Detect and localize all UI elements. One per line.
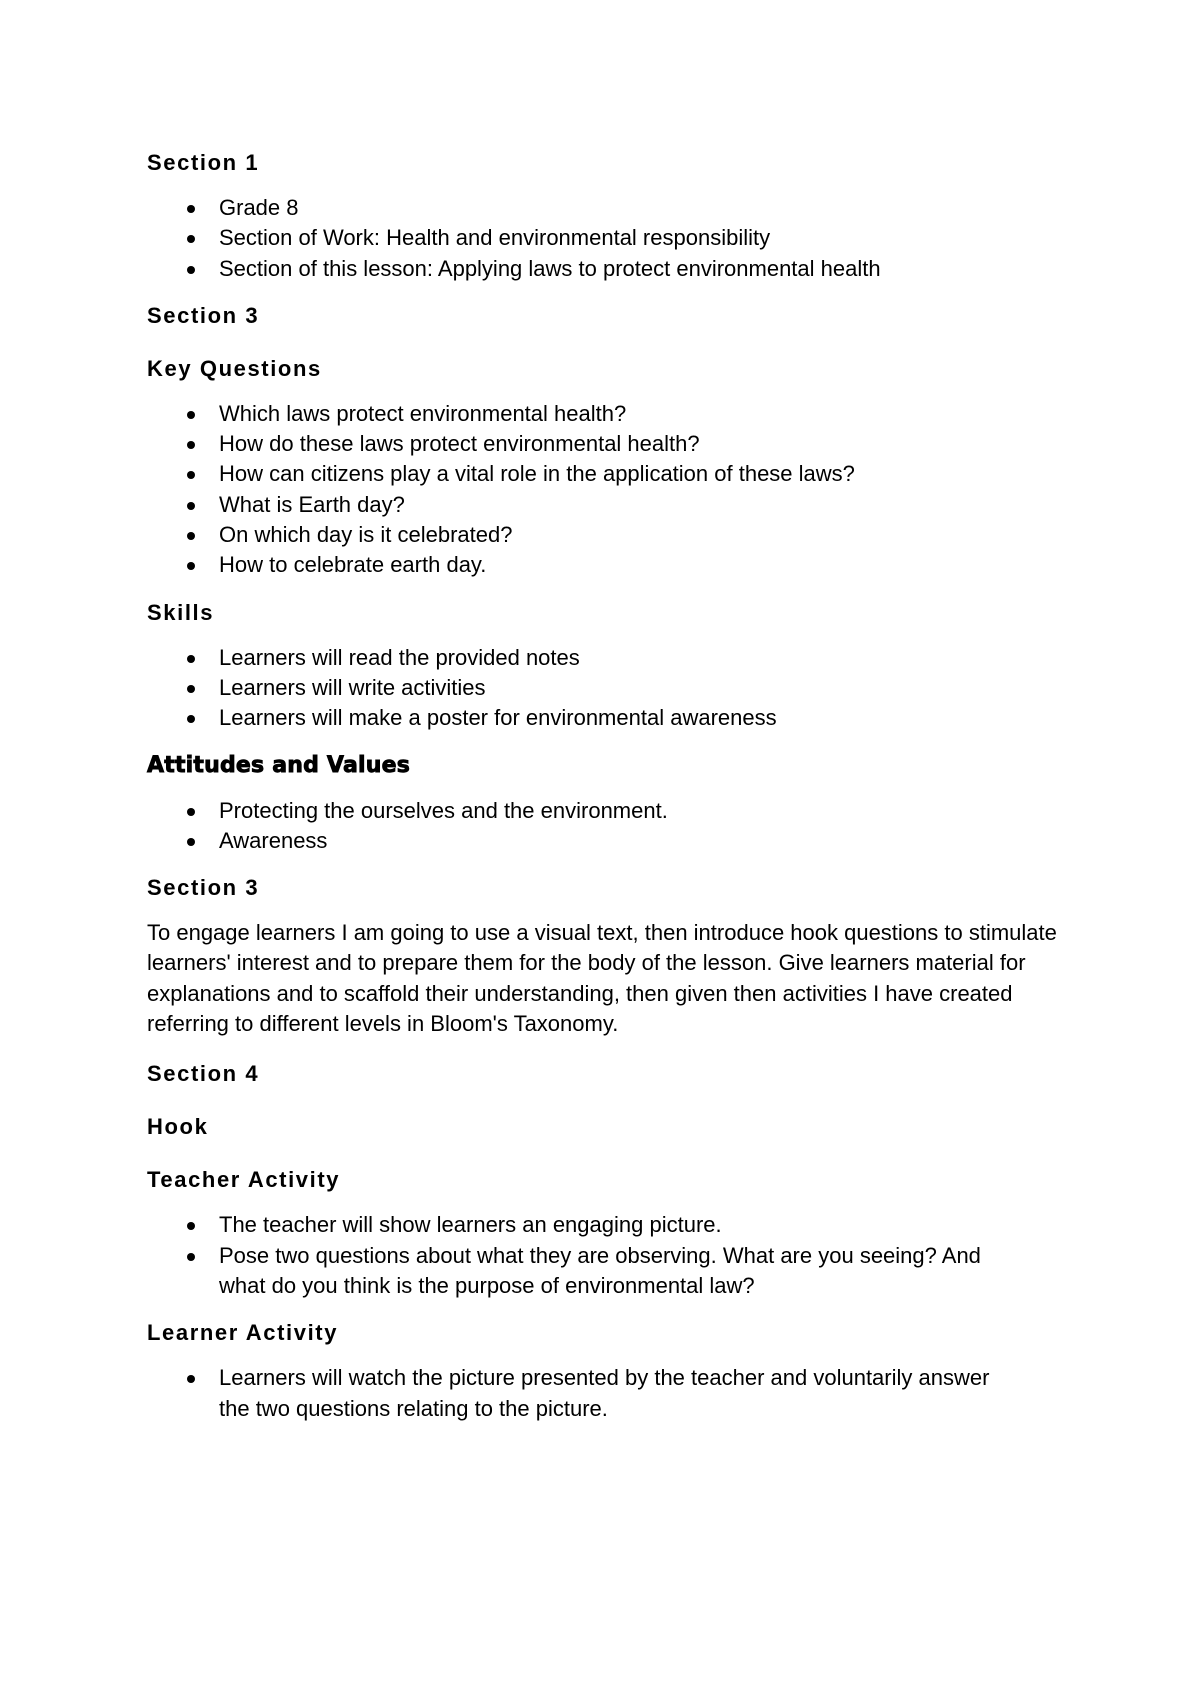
list-item: The teacher will show learners an engaging picture. — [147, 1210, 1067, 1240]
section-3-heading: Section 3 — [147, 302, 260, 328]
bullet-icon — [187, 1253, 195, 1261]
list-item: Section of Work: Health and environmental responsibility — [147, 223, 1067, 253]
bullet-icon — [187, 471, 195, 479]
list-item: How to celebrate earth day. — [147, 550, 1067, 580]
attitudes-values-list — [147, 796, 1067, 857]
skills-list — [147, 643, 1067, 734]
bullet-icon — [187, 838, 195, 846]
skills-heading: Skills — [147, 599, 215, 625]
list-item: What is Earth day? — [147, 490, 1067, 520]
teacher-activity-list — [147, 1210, 1067, 1301]
document-page — [147, 148, 1067, 1424]
list-item: Protecting the ourselves and the environment. — [147, 796, 1067, 826]
bullet-icon — [187, 205, 195, 213]
bullet-icon — [187, 685, 195, 693]
list-item: Learners will watch the picture presented by the teacher and voluntarily answer the two questions relating to the picture. — [147, 1363, 1009, 1424]
list-item: Which laws protect environmental health? — [147, 399, 1067, 429]
bullet-icon — [187, 532, 195, 540]
section-4-heading: Section 4 — [147, 1061, 260, 1087]
bullet-icon — [187, 502, 195, 510]
list-item: How can citizens play a vital role in the application of these laws? — [147, 459, 1067, 489]
attitudes-values-heading: Attitudes and Values — [147, 752, 411, 778]
section-3-heading: Section 3 — [147, 875, 260, 901]
list-item: Awareness — [147, 826, 1067, 856]
list-item: Section of this lesson: Applying laws to protect environmental health — [147, 254, 1067, 284]
list-item: Grade 8 — [147, 193, 1067, 223]
bullet-icon — [187, 562, 195, 570]
bullet-icon — [187, 441, 195, 449]
bullet-icon — [187, 1222, 195, 1230]
hook-heading: Hook — [147, 1114, 209, 1140]
bullet-icon — [187, 1375, 195, 1383]
list-item: How do these laws protect environmental health? — [147, 429, 1067, 459]
bullet-icon — [187, 655, 195, 663]
list-item: Learners will make a poster for environmental awareness — [147, 703, 1067, 733]
bullet-icon — [187, 235, 195, 243]
lesson-approach-paragraph: To engage learners I am going to use a visual text, then introduce hook questions to stimulate learners' interest and to prepare them for the body of the lesson. Give learners material for explanations and to scaffold their understanding, then given then activities I have created referring to different levels in Bloom's Taxonomy. — [147, 920, 1057, 1037]
bullet-icon — [187, 411, 195, 419]
section-1-list — [147, 193, 1067, 284]
key-questions-heading: Key Questions — [147, 355, 322, 381]
bullet-icon — [187, 808, 195, 816]
list-item: Pose two questions about what they are observing. What are you seeing? And what do you think is the purpose of environmental law? — [147, 1241, 999, 1302]
bullet-icon — [187, 715, 195, 723]
bullet-icon — [187, 266, 195, 274]
list-item: On which day is it celebrated? — [147, 520, 1067, 550]
learner-activity-heading: Learner Activity — [147, 1320, 339, 1346]
section-1-heading: Section 1 — [147, 150, 260, 175]
learner-activity-list — [147, 1363, 1067, 1424]
key-questions-list — [147, 399, 1067, 581]
list-item: Learners will write activities — [147, 673, 1067, 703]
teacher-activity-heading: Teacher Activity — [147, 1167, 341, 1193]
list-item: Learners will read the provided notes — [147, 643, 1067, 673]
